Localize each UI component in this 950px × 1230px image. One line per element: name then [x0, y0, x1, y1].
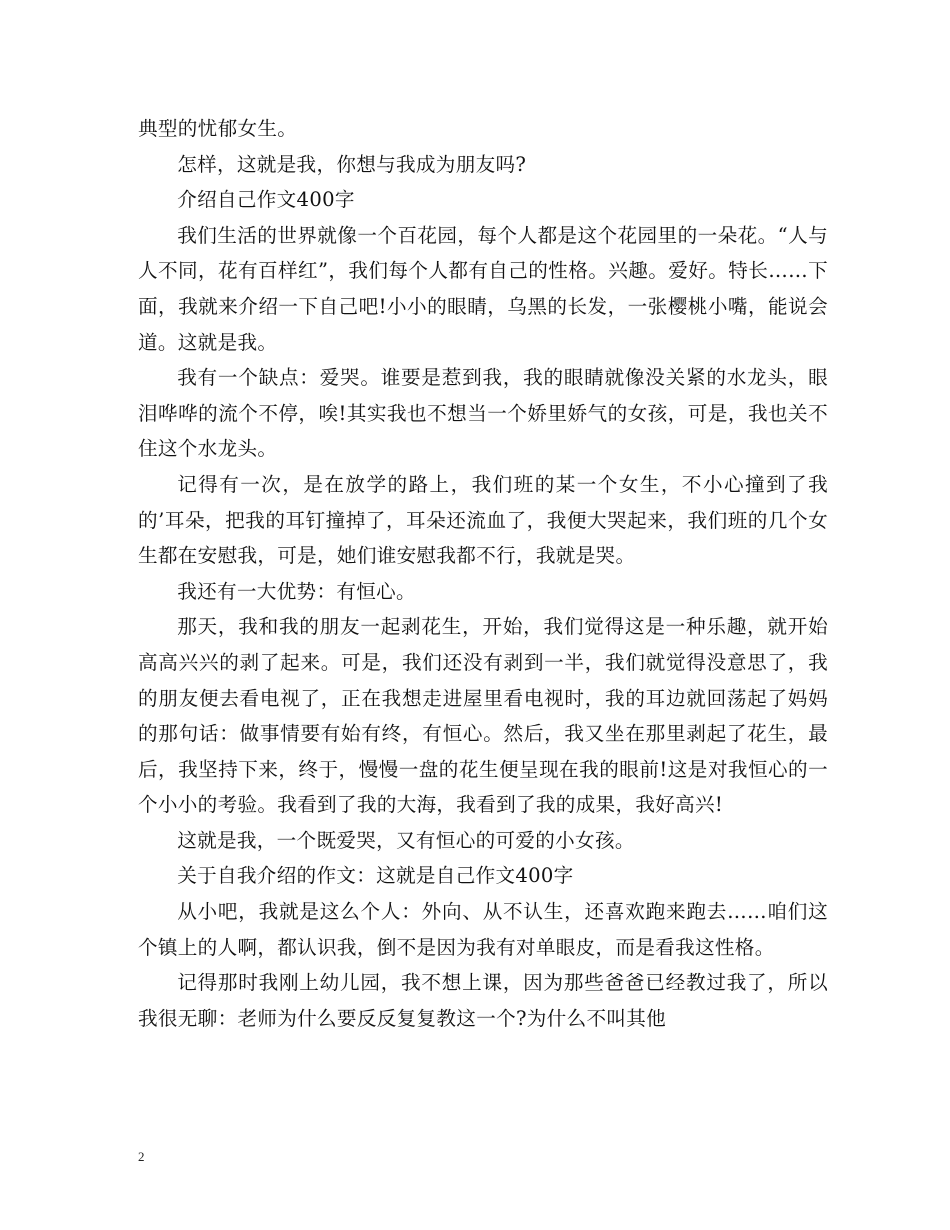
document-body: [138, 111, 828, 1036]
paragraph: 这就是我，一个既爱哭，又有恒心的可爱的小女孩。: [177, 828, 635, 852]
section-heading: 介绍自己作文400字: [177, 188, 355, 212]
paragraph: 我有一个缺点：爱哭。谁要是惹到我，我的眼睛就像没关紧的水龙头，眼泪哗哗的流个不停，唉!其实我也不想当一个娇里娇气的女孩，可是，我也关不住这个水龙头。: [138, 366, 828, 461]
paragraph: 记得那时我刚上幼儿园，我不想上课，因为那些爸爸已经教过我了，所以我很无聊：老师为什么要反反复复教这一个?为什么不叫其他: [138, 971, 828, 1030]
paragraph: 那天，我和我的朋友一起剥花生，开始，我们觉得这是一种乐趣，就开始高高兴兴的剥了起来。可是，我们还没有剥到一半，我们就觉得没意思了，我的朋友便去看电视了，正在我想走进屋里看电视时，我的耳边就回荡起了妈妈的那句话：做事情要有始有终，有恒心。然后，我又坐在那里剥起了花生，最后，我坚持下来，终于，慢慢一盘的花生便呈现在我的眼前!这是对我恒心的一个小小的考验。我看到了我的大海，我看到了我的成果，我好高兴!: [138, 615, 828, 817]
paragraph: 记得有一次，是在放学的路上，我们班的某一个女生，不小心撞到了我的’耳朵，把我的耳钉撞掉了，耳朵还流血了，我便大哭起来，我们班的几个女生都在安慰我，可是，她们谁安慰我都不行，我就是哭。: [138, 472, 828, 568]
paragraph: 典型的忧郁女生。: [138, 117, 298, 140]
paragraph: 从小吧，我就是这么个人：外向、从不认生，还喜欢跑来跑去……咱们这个镇上的人啊，都认识我，倒不是因为我有对单眼皮，而是看我这性格。: [138, 900, 828, 959]
page-number: 2: [138, 1149, 145, 1164]
paragraph: 怎样，这就是我，你想与我成为朋友吗?: [177, 152, 527, 176]
paragraph: 我还有一大优势：有恒心。: [177, 579, 416, 603]
section-heading: 关于自我介绍的作文：这就是自己作文400字: [177, 864, 574, 888]
paragraph: 我们生活的世界就像一个百花园，每个人都是这个花园里的一朵花。“人与人不同，花有百样红”，我们每个人都有自己的性格。兴趣。爱好。特长……下面，我就来介绍一下自己吧!小小的眼睛，乌黑的长发，一张樱桃小嘴，能说会道。这就是我。: [138, 223, 828, 354]
